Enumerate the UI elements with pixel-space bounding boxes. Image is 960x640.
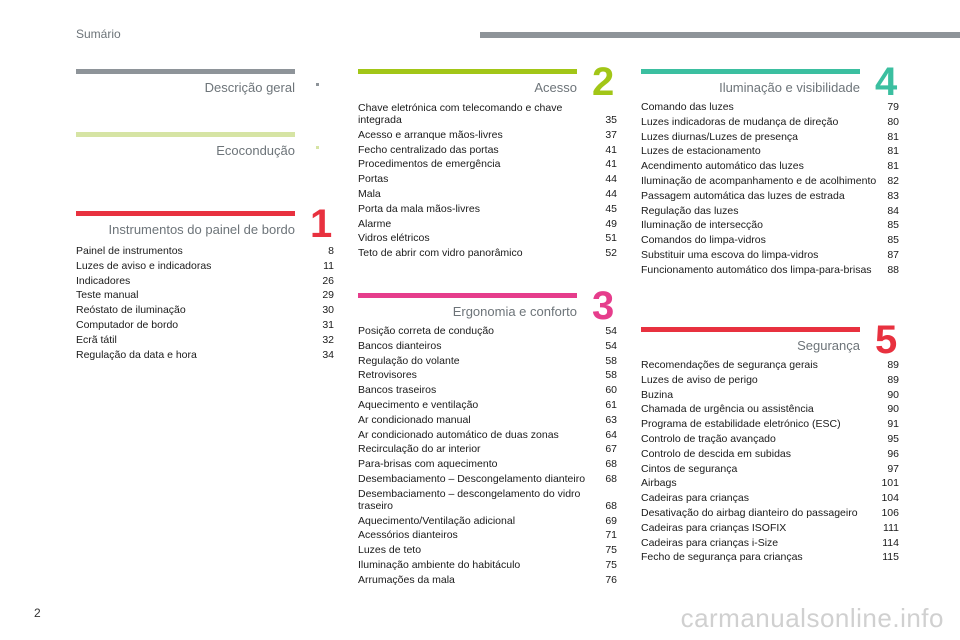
toc-entry-label: Vidros elétricos [358,232,430,245]
section-bar [358,293,577,298]
entry-list [358,325,617,589]
toc-entry-page: 80 [887,115,899,128]
toc-entry-label: Chave eletrónica com telecomando e chave integrada [358,102,563,126]
toc-entry[interactable] [358,414,617,426]
section-bar [76,211,295,216]
toc-entry-page: 31 [322,318,334,331]
toc-entry-label: Recirculação do ar interior [358,443,481,456]
toc-entry-page: 11 [323,259,334,272]
toc-entry-page: 68 [605,458,617,471]
toc-entry-label: Teste manual [76,289,139,302]
toc-entry[interactable] [641,537,899,549]
toc-entry-label: Regulação do volante [358,354,460,367]
toc-entry-label: Iluminação de intersecção [641,219,763,232]
toc-entry-label: Porta da mala mãos-livres [358,202,480,215]
toc-entry[interactable] [76,349,334,361]
toc-entry[interactable] [641,389,899,401]
toc-entry-page: 88 [887,263,899,276]
toc-entry-label: Luzes diurnas/Luzes de presença [641,130,799,143]
toc-entry-label: Bancos traseiros [358,384,437,397]
toc-entry[interactable] [641,101,899,113]
section-bar [76,69,295,74]
section-title[interactable]: Segurança [797,338,860,353]
toc-entry-page: 85 [887,219,899,232]
toc-entry-label: Ar condicionado manual [358,413,471,426]
toc-entry[interactable] [76,245,334,257]
toc-entry-label: Indicadores [76,274,131,287]
toc-entry-page: 44 [605,187,617,200]
section-instrumentos [76,202,334,371]
page-number: 2 [34,606,41,620]
section-title[interactable]: Iluminação e visibilidade [719,80,860,95]
toc-entry-label: Mala [358,187,381,200]
toc-entry[interactable] [641,264,899,276]
toc-entry-page: 60 [605,384,617,397]
section-marker [316,146,319,149]
toc-entry[interactable] [641,131,899,143]
toc-entry-page: 81 [887,130,899,143]
section-title[interactable]: Instrumentos do painel de bordo [108,222,295,237]
toc-entry[interactable] [358,429,617,441]
toc-entry-label: Portas [358,173,389,186]
toc-entry-page: 63 [605,413,617,426]
toc-entry-label: Retrovisores [358,369,417,382]
toc-entry[interactable] [358,340,617,352]
toc-entry-page: 101 [881,477,899,490]
toc-entry-page: 61 [605,398,617,411]
section-title[interactable]: Descrição geral [204,80,295,95]
toc-entry-page: 51 [605,232,617,245]
section-number: 3 [592,284,615,328]
toc-entry-page: 106 [881,506,899,519]
toc-entry-page: 82 [887,174,899,187]
toc-entry-page: 111 [883,521,899,534]
section-title[interactable]: Acesso [534,80,577,95]
watermark: carmanualsonline.info [680,603,944,633]
toc-entry-page: 115 [882,551,899,564]
toc-entry-page: 114 [882,536,899,549]
section-bar [641,327,860,332]
toc-entry-page: 58 [605,354,617,367]
toc-entry[interactable] [358,158,617,170]
toc-entry-page: 96 [887,447,899,460]
toc-entry[interactable] [358,574,617,586]
toc-entry-label: Regulação da data e hora [76,348,197,361]
toc-entry[interactable] [358,129,617,141]
toc-entry-label: Airbags [641,477,677,490]
toc-entry-page: 89 [887,373,899,386]
toc-entry[interactable] [358,369,617,381]
toc-entry-label: Teto de abrir com vidro panorâmico [358,247,523,260]
toc-entry-label: Buzina [641,388,674,401]
toc-entry-page: 52 [605,247,617,260]
toc-entry[interactable] [641,448,899,460]
toc-entry[interactable] [641,463,899,475]
toc-entry-page: 75 [605,544,617,557]
toc-entry-label: Acessórios dianteiros [358,529,458,542]
toc-entry[interactable] [76,289,334,301]
toc-entry-label: Aquecimento/Ventilação adicional [358,514,516,527]
toc-entry-label: Funcionamento automático dos limpa-para-brisas [641,263,872,276]
toc-entry-label: Acendimento automático das luzes [641,160,804,173]
toc-entry-page: 104 [881,492,899,505]
section-bar [358,69,577,74]
toc-entry-label: Procedimentos de emergência [358,158,501,171]
toc-entry[interactable] [76,275,334,287]
toc-entry-page: 90 [887,388,899,401]
toc-entry-page: 45 [605,202,617,215]
toc-entry[interactable] [641,374,899,386]
toc-entry[interactable] [641,175,899,187]
toc-entry[interactable] [641,477,899,489]
toc-entry-label: Comandos do limpa-vidros [641,234,766,247]
toc-entry-label: Luzes de teto [358,544,422,557]
toc-entry-page: 75 [605,558,617,571]
toc-entry-page: 81 [887,160,899,173]
section-descricao-geral [76,69,295,99]
toc-entry[interactable] [358,173,617,185]
toc-entry-page: 30 [322,304,334,317]
toc-entry[interactable] [641,219,899,231]
toc-entry-page: 54 [605,339,617,352]
toc-entry[interactable] [358,144,617,156]
toc-entry-label: Desativação do airbag dianteiro do passageiro [641,506,858,519]
toc-entry[interactable] [358,529,617,541]
toc-entry-label: Computador de bordo [76,318,179,331]
toc-entry-page: 41 [605,143,617,156]
toc-entry-label: Substituir uma escova do limpa-vidros [641,248,819,261]
toc-entry-page: 84 [887,204,899,217]
toc-entry-label: Cadeiras para crianças i-Size [641,536,779,549]
toc-entry-page: 8 [328,245,334,257]
toc-entry[interactable] [358,355,617,367]
section-iluminacao [641,60,899,314]
toc-entry[interactable] [358,544,617,556]
toc-entry[interactable] [358,232,617,244]
toc-entry-page: 41 [605,158,617,171]
toc-entry[interactable] [358,515,617,527]
toc-entry-page: 91 [887,418,899,431]
toc-entry-label: Iluminação ambiente do habitáculo [358,558,521,571]
toc-entry-label: Luzes de estacionamento [641,145,761,158]
toc-entry-label: Cadeiras para crianças [641,492,749,505]
toc-entry[interactable] [358,325,617,337]
toc-entry-page: 85 [887,234,899,247]
toc-entry[interactable] [641,418,899,430]
toc-entry[interactable] [76,304,334,316]
entry-list [358,102,617,262]
entry-list [641,101,899,279]
toc-entry-label: Controlo de descida em subidas [641,447,792,460]
section-bar [641,69,860,74]
toc-entry[interactable] [358,218,617,230]
toc-entry-label: Ar condicionado automático de duas zonas [358,428,559,441]
toc-entry-label: Cadeiras para crianças ISOFIX [641,521,787,534]
toc-entry-page: 69 [605,514,617,527]
toc-entry[interactable] [641,205,899,217]
toc-entry-label: Regulação das luzes [641,204,739,217]
toc-entry[interactable] [641,507,899,519]
toc-entry[interactable] [641,359,899,371]
toc-entry-label: Chamada de urgência ou assistência [641,403,814,416]
entry-list [76,245,334,363]
toc-entry-page: 95 [887,432,899,445]
toc-entry[interactable] [358,443,617,455]
toc-entry[interactable] [641,551,899,563]
toc-entry-page: 83 [887,189,899,202]
toc-entry-page: 37 [605,128,617,141]
section-acesso [358,60,617,269]
toc-entry-label: Recomendações de segurança gerais [641,359,818,371]
section-bar [76,132,295,137]
toc-entry-label: Programa de estabilidade eletrónico (ESC) [641,418,841,431]
toc-entry-page: 68 [605,499,617,512]
toc-entry[interactable] [358,399,617,411]
toc-entry-page: 68 [605,472,617,485]
toc-entry-page: 89 [887,359,899,371]
toc-entry-page: 35 [605,114,617,126]
toc-entry[interactable] [358,559,617,571]
toc-entry[interactable] [641,190,899,202]
toc-entry[interactable] [641,249,899,261]
entry-list [641,359,899,566]
toc-entry-label: Posição correta de condução [358,325,495,337]
toc-entry-label: Iluminação de acompanhamento e de acolhimento [641,174,877,187]
toc-entry[interactable] [358,203,617,215]
toc-entry[interactable] [641,234,899,246]
toc-entry[interactable] [641,522,899,534]
toc-entry-label: Bancos dianteiros [358,339,442,352]
toc-entry[interactable] [641,160,899,172]
toc-entry-page: 79 [887,101,899,113]
toc-entry[interactable] [358,384,617,396]
toc-entry-label: Arrumações da mala [358,573,455,586]
toc-entry[interactable] [358,488,617,512]
toc-entry[interactable] [358,247,617,259]
toc-entry-label: Fecho centralizado das portas [358,143,499,156]
toc-entry-label: Desembaciamento – Descongelamento dianteiro [358,472,586,485]
section-number: 2 [592,60,615,104]
toc-entry-label: Luzes indicadoras de mudança de direção [641,115,839,128]
toc-entry-label: Luzes de aviso e indicadoras [76,259,212,272]
section-title[interactable]: Ergonomia e conforto [452,304,577,319]
toc-entry[interactable] [76,260,334,272]
toc-entry-label: Controlo de tração avançado [641,432,776,445]
toc-entry-page: 64 [605,428,617,441]
toc-entry-page: 54 [605,325,617,337]
toc-entry-label: Luzes de aviso de perigo [641,373,758,386]
toc-entry[interactable] [358,473,617,485]
toc-entry-page: 44 [605,173,617,186]
toc-entry[interactable] [76,319,334,331]
toc-entry-page: 26 [322,274,334,287]
toc-entry-page: 32 [322,333,334,346]
header-rule [480,32,960,38]
toc-entry[interactable] [641,116,899,128]
toc-entry[interactable] [641,145,899,157]
toc-entry[interactable] [76,334,334,346]
section-ergonomia [358,284,617,598]
toc-entry-label: Reóstato de iluminação [76,304,186,317]
toc-entry-label: Para-brisas com aquecimento [358,458,498,471]
toc-entry-label: Comando das luzes [641,101,734,113]
toc-entry-page: 76 [605,573,617,586]
toc-entry-label: Aquecimento e ventilação [358,398,479,411]
page-header-title: Sumário [76,27,121,41]
section-marker [316,83,319,86]
toc-entry[interactable] [358,188,617,200]
section-seguranca [641,318,899,577]
toc-entry-label: Passagem automática das luzes de estrada [641,189,845,202]
toc-entry-page: 58 [605,369,617,382]
toc-entry-page: 90 [887,403,899,416]
toc-entry-label: Acesso e arranque mãos-livres [358,128,503,141]
toc-entry-label: Ecrã tátil [76,333,117,346]
toc-entry[interactable] [358,458,617,470]
toc-entry-page: 49 [605,217,617,230]
toc-entry-label: Fecho de segurança para crianças [641,551,803,564]
toc-entry-label: Cintos de segurança [641,462,738,475]
toc-entry[interactable] [641,403,899,415]
section-number: 4 [875,60,898,104]
toc-entry-page: 67 [605,443,617,456]
toc-entry-label: Painel de instrumentos [76,245,183,257]
toc-entry-page: 71 [605,529,617,542]
section-title[interactable]: Ecocondução [216,143,295,158]
section-number: 1 [310,202,333,246]
toc-entry[interactable] [358,102,617,126]
toc-entry[interactable] [641,433,899,445]
toc-entry[interactable] [641,492,899,504]
toc-entry-page: 97 [887,462,899,475]
section-ecoconducao [76,132,295,162]
toc-entry-label: Desembaciamento – descongelamento do vidro traseiro [358,487,581,512]
toc-entry-label: Alarme [358,217,392,230]
section-number: 5 [875,318,898,362]
toc-entry-page: 29 [322,289,334,302]
toc-entry-page: 81 [887,145,899,158]
toc-entry-page: 87 [887,248,899,261]
toc-entry-page: 34 [322,348,334,361]
